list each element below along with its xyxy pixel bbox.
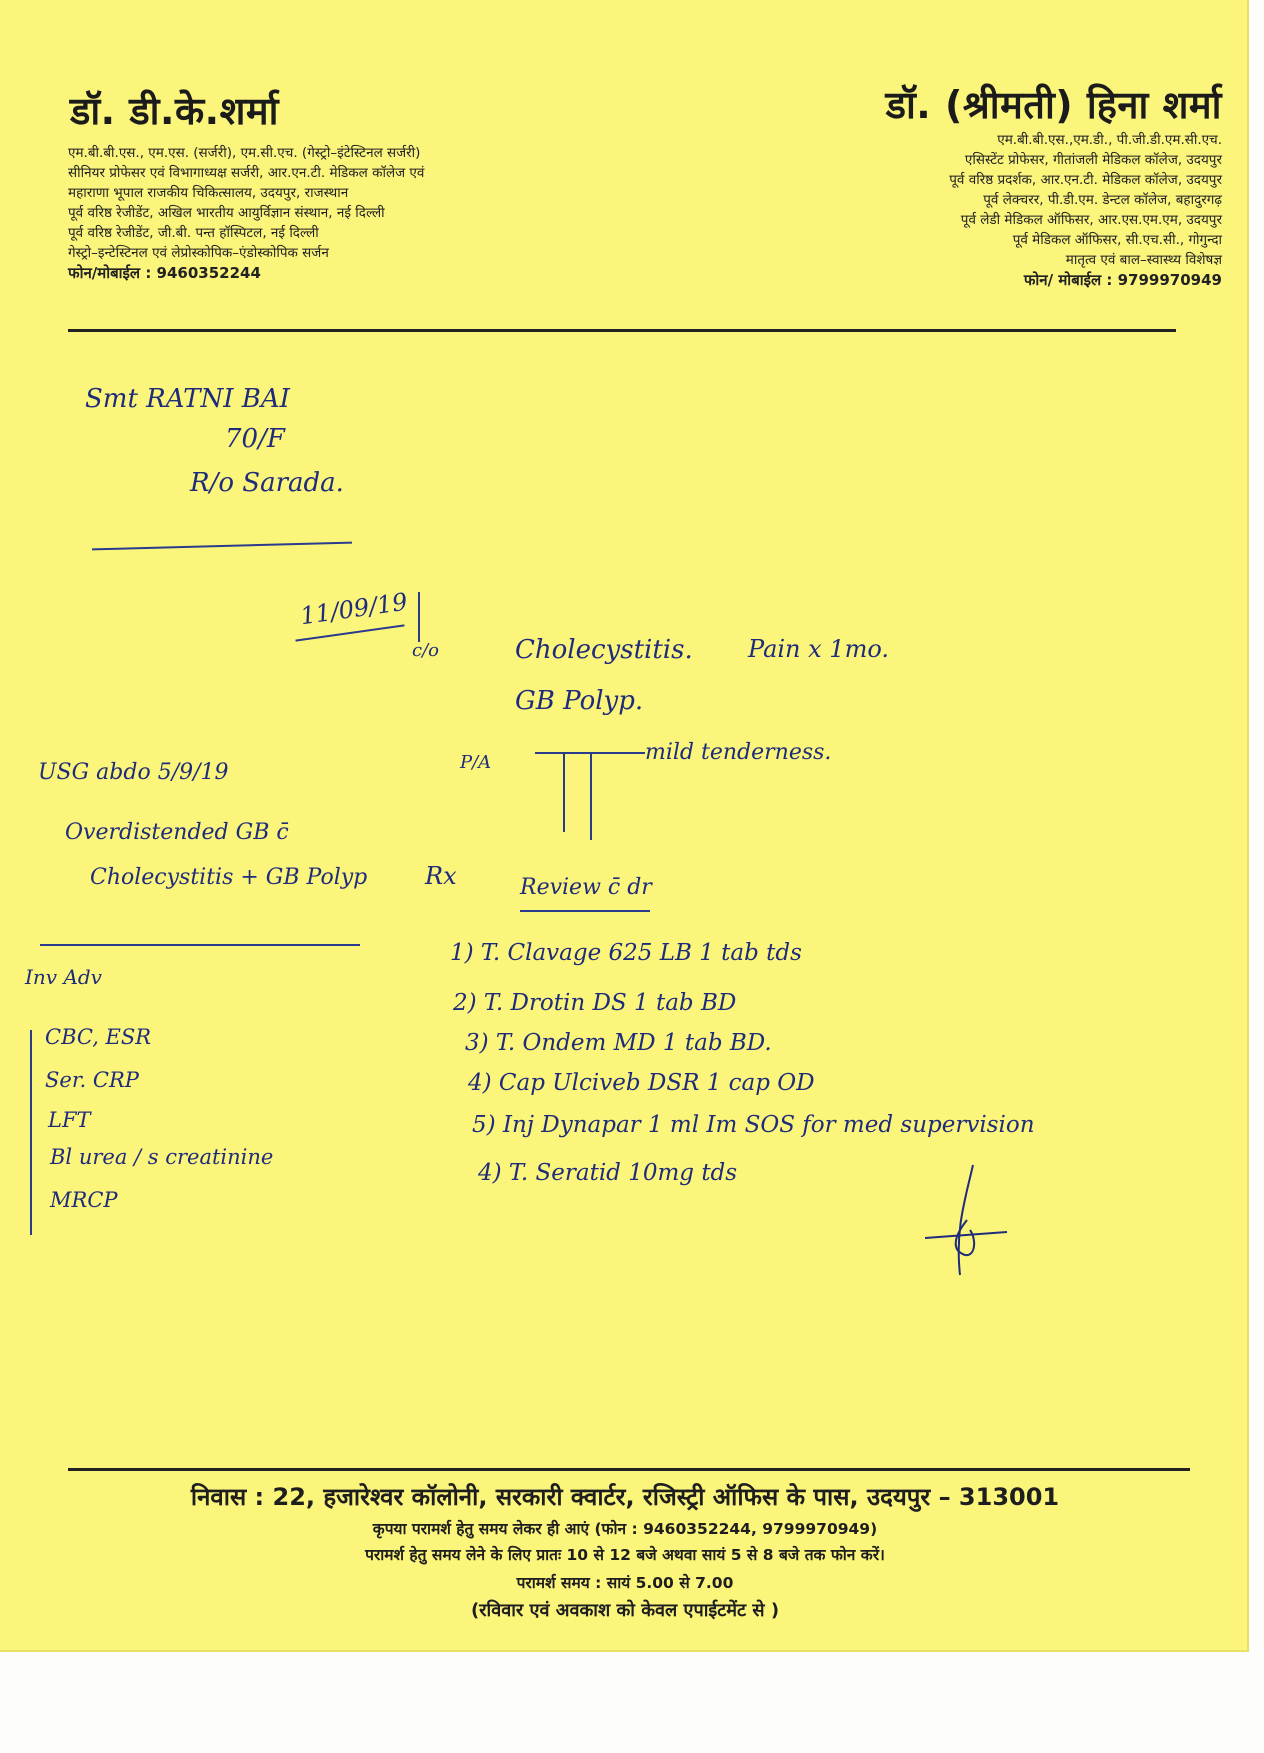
rx-item: 3) T. Ondem MD 1 tab BD. — [465, 1030, 772, 1056]
footer-divider — [68, 1468, 1190, 1471]
right-doctor-name: डॉ. (श्रीमती) हिना शर्मा — [885, 83, 1222, 127]
abdomen-diagram-v — [563, 752, 565, 832]
investigation-item: Bl urea / s creatinine — [50, 1145, 274, 1169]
investigation-item: CBC, ESR — [45, 1025, 152, 1049]
rx-label: Rx — [425, 862, 457, 890]
review-note: Review c̄ dr — [520, 875, 652, 900]
rx-item: 2) T. Drotin DS 1 tab BD — [453, 990, 737, 1016]
left-detail-line: एम.बी.बी.एस., एम.एस. (सर्जरी), एम.सी.एच. (गेस्ट्रो–इंटेस्टिनल सर्जरी) — [68, 145, 421, 161]
investigation-item: LFT — [48, 1108, 91, 1132]
abdomen-diagram-v2 — [590, 752, 592, 840]
review-underline — [520, 910, 650, 912]
patient-residence: R/o Sarada. — [190, 468, 344, 498]
left-doctor-name: डॉ. डी.के.शर्मा — [70, 89, 279, 133]
left-detail-line: महाराणा भूपाल राजकीय चिकित्सालय, उदयपुर, राजस्थान — [68, 185, 349, 201]
usg-divider — [40, 944, 360, 946]
rx-item: 4) T. Seratid 10mg tds — [478, 1160, 738, 1186]
right-detail-line: पूर्व लेडी मेडिकल ऑफिसर, आर.एस.एम.एम, उदयपुर — [960, 212, 1222, 228]
right-detail-line: मातृत्व एवं बाल–स्वास्थ्य विशेषज्ञ — [1065, 252, 1222, 268]
footer-line-4: (रविवार एवं अवकाश को केवल एपाईटमेंट से ) — [470, 1600, 780, 1621]
patient-age-sex: 70/F — [225, 424, 285, 454]
right-detail-line: पूर्व मेडिकल ऑफिसर, सी.एच.सी., गोगुन्दा — [1012, 232, 1222, 248]
left-detail-line: पूर्व वरिष्ठ रेजीडेंट, अखिल भारतीय आयुर्विज्ञान संस्थान, नई दिल्ली — [68, 205, 385, 221]
rx-item: 1) T. Clavage 625 LB 1 tab tds — [450, 940, 802, 966]
footer-address: निवास : 22, हजारेश्वर कॉलोनी, सरकारी क्वार्टर, रजिस्ट्री ऑफिस के पास, उदयपुर – 313001 — [190, 1483, 1060, 1511]
left-doctor-details — [68, 143, 424, 283]
right-detail-line: पूर्व वरिष्ठ प्रदर्शक, आर.एन.टी. मेडिकल कॉलेज, उदयपुर — [949, 172, 1222, 188]
investigation-item: Ser. CRP — [45, 1068, 139, 1092]
usg-line-1: USG abdo 5/9/19 — [38, 760, 229, 785]
complaint-1: Cholecystitis. — [515, 635, 693, 665]
patient-name: Smt RATNI BAI — [85, 384, 290, 414]
header-divider — [68, 329, 1176, 332]
footer-line-2: परामर्श हेतु समय लेने के लिए प्रातः 10 से 12 बजे अथवा सायं 5 से 8 बजे तक फोन करें। — [365, 1546, 885, 1564]
investigations-label: Inv Adv — [25, 965, 102, 989]
left-phone: फोन/मोबाईल : 9460352244 — [68, 264, 261, 282]
right-phone: फोन/ मोबाईल : 9799970949 — [1023, 271, 1222, 289]
complaint-1-note: Pain x 1mo. — [748, 635, 889, 663]
usg-line-2: Overdistended GB c̄ — [65, 820, 289, 845]
right-detail-line: पूर्व लेक्चरर, पी.डी.एम. डेन्टल कॉलेज, बहादुरगढ़ — [983, 192, 1222, 208]
exam-label: P/A — [460, 752, 492, 773]
usg-line-3: Cholecystitis + GB Polyp — [90, 865, 368, 890]
investigations-bracket — [30, 1030, 32, 1235]
exam-note: mild tenderness. — [645, 740, 832, 765]
rx-item: 5) Inj Dynapar 1 ml Im SOS for med supervision — [472, 1112, 1035, 1138]
left-detail-line: पूर्व वरिष्ठ रेजीडेंट, जी.बी. पन्त हॉस्पिटल, नई दिल्ली — [68, 225, 319, 241]
rx-item: 4) Cap Ulciveb DSR 1 cap OD — [468, 1070, 815, 1096]
right-detail-line: एसिस्टेंट प्रोफेसर, गीतांजली मेडिकल कॉलेज, उदयपुर — [964, 152, 1222, 168]
right-doctor-details — [949, 130, 1222, 290]
left-detail-line: गेस्ट्रो–इन्टेस्टिनल एवं लेप्रोस्कोपिक–एंडोस्कोपिक सर्जन — [68, 245, 329, 261]
left-detail-line: सीनियर प्रोफेसर एवं विभागाध्यक्ष सर्जरी, आर.एन.टी. मेडिकल कॉलेज एवं — [68, 165, 425, 181]
date-bracket — [418, 592, 420, 642]
footer-line-3: परामर्श समय : सायं 5.00 से 7.00 — [516, 1574, 734, 1592]
complaint-2: GB Polyp. — [515, 686, 644, 716]
doctor-signature — [915, 1160, 1015, 1280]
visit-date: 11/09/19 — [298, 587, 410, 631]
investigation-item: MRCP — [50, 1188, 118, 1212]
right-detail-line: एम.बी.बी.एस.,एम.डी., पी.जी.डी.एम.सी.एच. — [997, 132, 1222, 148]
footer-line-1: कृपया परामर्श हेतु समय लेकर ही आएं (फोन : 9460352244, 9799970949) — [372, 1520, 878, 1538]
patient-underline — [92, 542, 352, 551]
complaints-label: c/o — [412, 640, 439, 661]
